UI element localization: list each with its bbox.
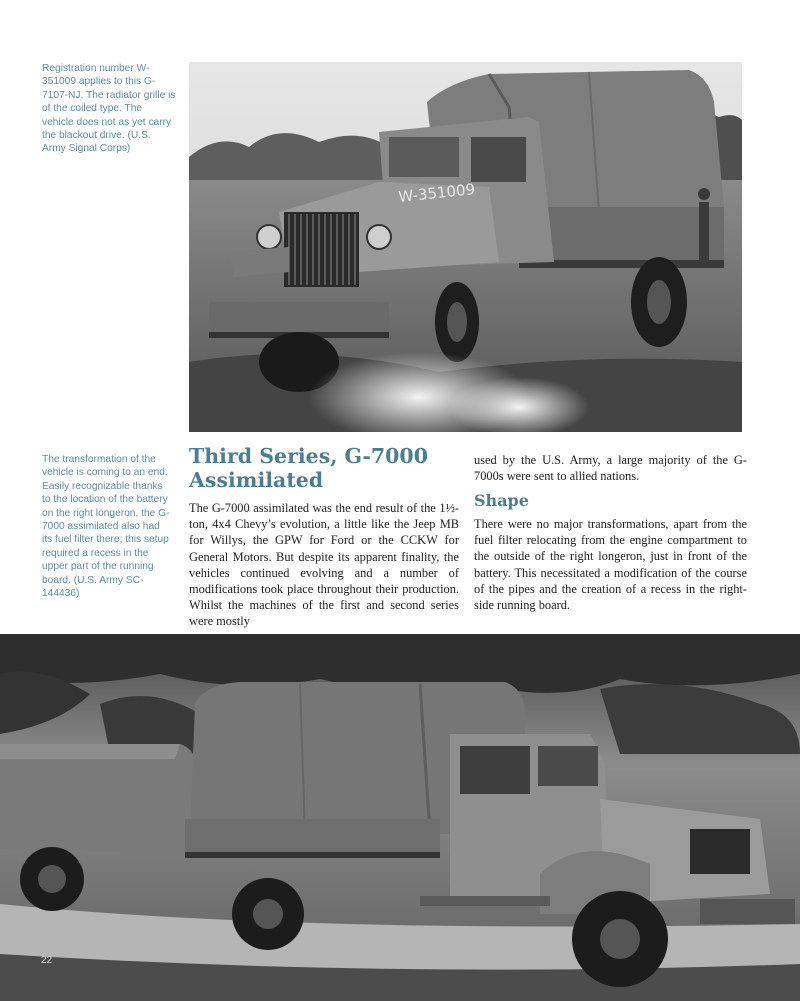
body-paragraph-2: There were no major transformations, apart from the fuel filter relocating from the engine compartment to the outside of the right longeron, just in front of the battery. This necessitated a modification of the course of the pipes and the creation of a recess in the right-side running board. — [474, 517, 747, 613]
photo-truck-front — [189, 62, 742, 432]
registration-number: W-351009 — [397, 180, 476, 206]
caption-bottom-photo: The transformation of the vehicle is coming to an end. Easily recognizable thanks to the location of the battery on the right longeron, the G-7000 assimilated also had its fuel filter there; this setup required a recess in the upper part of the running board. (U.S. Army SC-144436) — [42, 454, 170, 600]
body-paragraph-1: The G-7000 assimilated was the end result of the 1½-ton, 4x4 Chevy’s evolution, a little like the Jeep MB for Willys, the GPW for Ford or the CCKW for General Motors. But despite its apparent finality, the vehicles continued evolving and a number of modifications took place throughout their production. Whilst the machines of the first and second series were mostly — [189, 501, 459, 629]
body-paragraph-1-continued: used by the U.S. Army, a large majority of the G-7000s were sent to allied nations. — [474, 453, 747, 484]
caption-top-photo: Registration number W-351009 applies to this G-7107-NJ. The radiator grille is of the coiled type. The vehicle does not as yet carry the blackout drive. (U.S. Army Signal Corps) — [42, 63, 176, 155]
page-number: 22 — [41, 955, 53, 966]
photo-truck-with-trailer — [0, 634, 800, 1001]
section-title: Third Series, G-7000 Assimilated — [189, 444, 428, 492]
subheading-shape: Shape — [474, 491, 529, 510]
